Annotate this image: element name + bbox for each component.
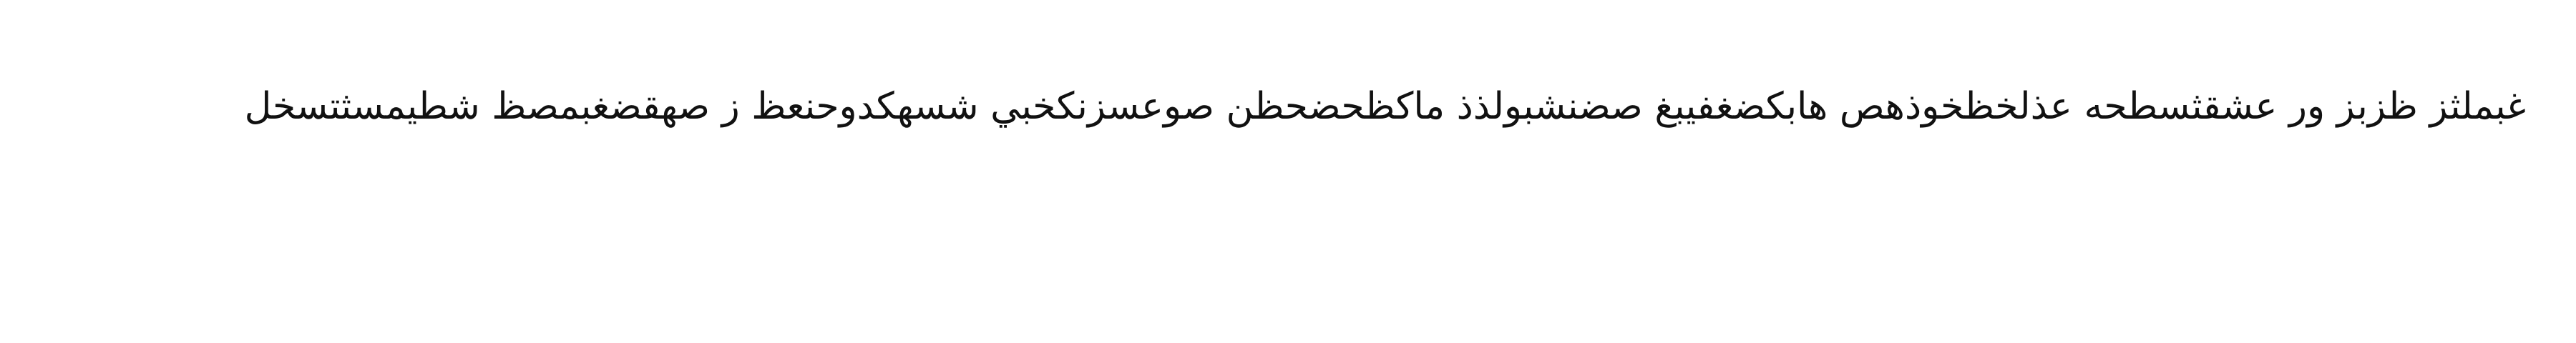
text-line: غبملثز ظزبز ور عشقثسطحه عذلخظخوذهص هابكضغفيبغ صضنشبولذذ ماكظحضحظن صوعسزنكخبي شسهكدوحنعظ ز صهقضغبمصظ شطيمسثتسخل <box>244 85 2526 128</box>
